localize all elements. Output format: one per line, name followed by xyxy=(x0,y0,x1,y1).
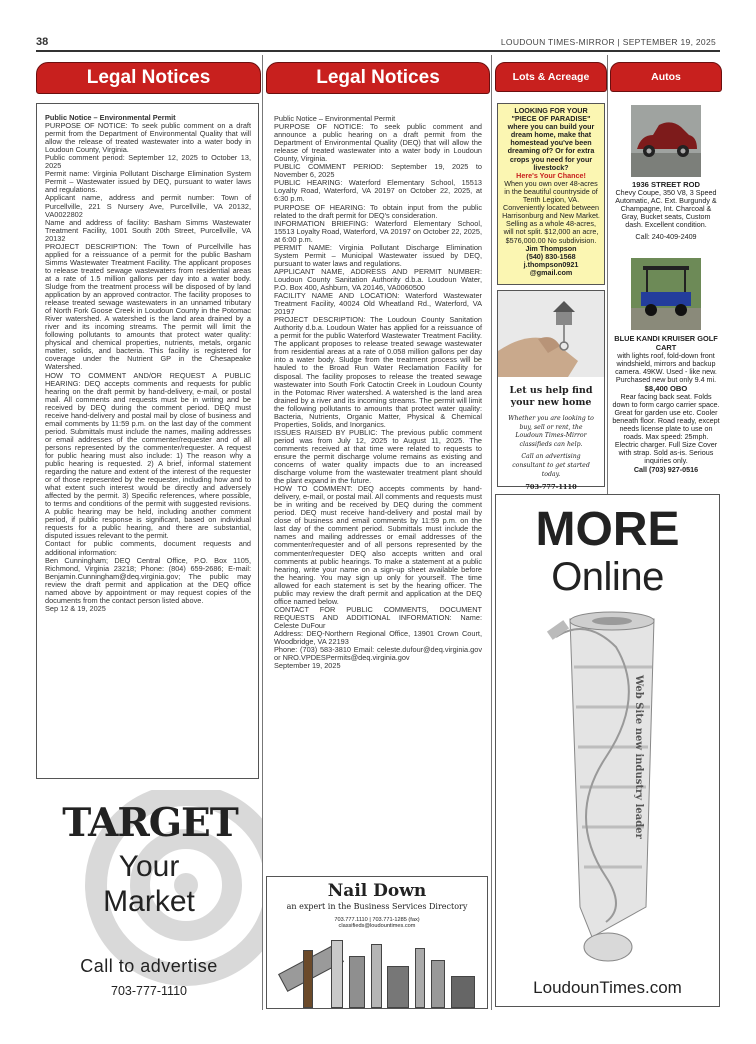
notice-date: September 19, 2025 xyxy=(274,661,341,671)
notice-paragraph: PUBLIC HEARING: Waterford Elementary School, 15513 Loyalty Road, Waterford, VA 20197 on October 22, 2025, at 6:30 p.m. xyxy=(274,178,482,204)
auto-ad-price: $8,400 OBO xyxy=(644,383,688,393)
auto-ad-body: Rear facing back seat. Folds down to form cargo carrier space. Great for garden use etc. Cooler beneath floor. Road ready, except needs license plate to use on roads. Max speed: 25mph. Electric charger. Full Size Cover with strap. Sold as-is. Serious inquiries only. xyxy=(612,391,720,466)
ad-line: Here's Your Chance! xyxy=(516,170,586,180)
pliers-icon xyxy=(349,956,365,1008)
notice-paragraph: Permit name: Virginia Pollutant Discharge Elimination System Permit – Wastewater issued by DEQ, pursuant to water laws and regulations. xyxy=(45,169,251,195)
section-header-legal-mid: Legal Notices xyxy=(266,62,490,94)
nail-down-title: Nail Down xyxy=(327,881,427,901)
notice-date: Sep 12 & 19, 2025 xyxy=(45,603,106,613)
newspaper-text: Web Site new industry leader xyxy=(633,675,644,839)
notice-paragraph: Public Notice – Environmental Permit xyxy=(274,114,396,123)
target-market: Market xyxy=(103,885,195,918)
online-word: Online xyxy=(551,555,664,599)
more-online-ad xyxy=(495,494,720,1007)
notice-title: Public Notice – Environmental Permit xyxy=(45,113,176,122)
auto-ad-title: BLUE KANDI KRUISER GOLF CART xyxy=(614,334,718,352)
column-divider xyxy=(607,55,608,495)
ad-line: LOOKING FOR YOUR "PIECE OF PARADISE" xyxy=(511,106,591,124)
ad-line: When you own over 48-acres in the beautiful countryside of Tenth Legion, VA. Conveniently located between Harrisonburg and New Market. Selling as a whole 48-acres, will not split. $12,000 an acre, $576,000.00 No subdivision. xyxy=(502,178,600,245)
more-word: MORE xyxy=(535,503,680,556)
nail-down-subtitle: an expert in the Business Services Directory xyxy=(286,902,468,911)
notice-paragraph: Address: DEQ-Northern Regional Office, 13901 Crown Court, Woodbridge, VA 22193 xyxy=(274,629,482,647)
more-online-url[interactable]: LoudounTimes.com xyxy=(533,978,682,997)
legal-notice-1 xyxy=(36,103,259,779)
notice-paragraph: PURPOSE OF NOTICE: To seek public comment on a draft permit from the Department of Environmental Quality that will allow the release of treated wastewater into a water body in Loudoun County, Virginia. xyxy=(45,121,251,155)
notice-paragraph: Contact for public comments, document requests and additional information: xyxy=(45,539,251,557)
section-header-autos: Autos xyxy=(610,62,722,92)
help-ad-cta: Call an advertising consultant to get started today. xyxy=(512,453,590,478)
notice-paragraph: PURPOSE OF NOTICE: To seek public comment and announce a public hearing on a draft permit from the Department of Environmental Quality (DEQ) that will allow the release of treated wastewater into a water body in Loudoun County, Virginia. xyxy=(274,122,482,164)
auto-ad-body: Chevy Coupe, 350 V8, 3 Speed Automatic, AC. Ext. Burgundy & Champagne, Int. Charcoal & Gray, Bucket seats, Custom dash. Excellent condition. xyxy=(615,188,717,230)
wrench-icon xyxy=(371,944,382,1008)
rolled-newspaper-mouse-graphic xyxy=(496,607,719,967)
hand-house-key-image xyxy=(498,291,604,377)
screwdriver-icon xyxy=(331,940,343,1008)
hammer-handle-icon xyxy=(303,950,313,1008)
section-header-lots: Lots & Acreage xyxy=(495,62,607,92)
auto-ad-phone: Call: 240-409-2409 xyxy=(635,231,697,241)
notice-paragraph: Ben Cunningham; DEQ Central Office, P.O. Box 1105, Richmond, Virginia 23218; Phone: (804) 659-2686; E-mail: Benjamin.Cunningham@deq.virginia.gov; The public may review the draft permit and application at the DEQ office named above by appointment or may request copies of the documents from the contact person listed above. xyxy=(45,555,251,605)
notice-paragraph: Name and address of facility: Basham Simms Wastewater Treatment Facility, 1001 South 20th Street, Purcellville, VA 20132 xyxy=(45,217,251,243)
help-ad-body: Whether you are looking to buy, sell or rent, the Loudoun Times-Mirror classifieds can help. xyxy=(508,415,594,448)
target-your-market-ad xyxy=(36,790,262,1008)
lots-acreage-ad xyxy=(497,103,605,285)
notice-paragraph: PROJECT DESCRIPTION: The Loudoun County Sanitation Authority d.b.a. Loudoun Water has applied for a reissuance of a permit for the public Waterford Wastewater Treatment Facility. The applicant proposes to release treated sewage wastewater from residential areas at a rate of 0.058 million gallons per day into a water body. Sludge from the treatment process will be hauled to the Broad Run Water Reclamation Facility for disposal. The facility proposes to release the treated sewage wastewater into South Fork Catoctin Creek in Loudoun County in the Potomac River watershed. A watershed is the land area drained by a river and its incoming streams. The permit will limit the following pollutants to amounts that protect water quality: Bacteria, Nutrients, Organic Matter, Physical & Chemical Properties, Solids, and Inorganics. xyxy=(274,315,482,429)
drill-icon xyxy=(387,966,409,1008)
page-header: LOUDOUN TIMES-MIRROR | SEPTEMBER 19, 2025 xyxy=(500,37,716,47)
notice-paragraph: APPLICANT NAME, ADDRESS AND PERMIT NUMBER: Loudoun County Sanitation Authority d.b.a. Loudoun Water, P.O. Box 400, Ashburn, VA 20146, VA0060500 xyxy=(274,266,482,292)
notice-paragraph: FACILITY NAME AND LOCATION: Waterford Wastewater Treatment Facility, 40024 Old Wheatland Rd., Waterford, VA 20197 xyxy=(274,291,482,317)
notice-paragraph: Phone: (703) 583-3810 Email: celeste.dufour@deq.virginia.gov or NRO.VPDESPermits@deq.virginia.gov xyxy=(274,645,482,663)
target-word: TARGET xyxy=(62,800,238,846)
auto-ad-golf-cart xyxy=(612,258,720,484)
legal-notice-2 xyxy=(266,103,488,853)
section-header-legal-left: Legal Notices xyxy=(36,62,261,94)
street-rod-photo xyxy=(631,105,701,177)
saw-icon xyxy=(451,976,475,1008)
pliers-icon xyxy=(431,960,445,1008)
screwdriver-icon xyxy=(415,948,425,1008)
help-ad-title: Let us help find your new home xyxy=(509,385,593,408)
target-phone: 703-777-1110 xyxy=(111,984,187,998)
nail-down-ad xyxy=(266,876,488,1009)
notice-paragraph: Public comment period: September 12, 2025 to October 13, 2025 xyxy=(45,153,251,171)
notice-paragraph: Applicant name, address and permit number: Town of Purcellville, 221 S Nursery Ave, Purcellville, VA 20132, VA0022802 xyxy=(45,193,251,219)
nail-down-phones: 703.777.1110 | 703.771-1285 (fax) xyxy=(334,917,420,923)
notice-paragraph: PUBLIC COMMENT PERIOD: September 19, 2025 to November 6, 2025 xyxy=(274,162,482,180)
notice-paragraph: ISSUES RAISED BY PUBLIC: The previous public comment period was from July 12, 2025 to August 11, 2025. The comments received at that time were related to requests to ensure the permit discharge volume remains as existing and concerns of water quality impacts due to an increased discharge volume from the wastewater treatment plant should the plant expand in the future. xyxy=(274,427,482,486)
notice-paragraph: HOW TO COMMENT AND/OR REQUEST A PUBLIC HEARING: DEQ accepts comments and requests for public hearing on the draft permit by hand-delivery, e-mail, or postal mail. All comments and requests must be in writing and be received by DEQ during the comment period. DEQ must receive hand-delivery and postal mail by close of business and email comments by 11:59 p.m. on the last day of the comment period. Submittals must include the names, mailing addresses or email addresses of the commenter/requester and of all persons represented by the commenter/requester. A request for public hearing must also include: 1) The reason why a public hearing is requested. 2) A brief, informal statement regarding the nature and extent of the interest of the requester or of those represented by the requester, including how and to what extent such interest would be directly and adversely affected by the permit. 3) Specific references, where possible, to terms and conditions of the permit with suggested revisions. A public hearing may be held, including another comment period, if public response is significant, based on individual requests for a public hearing, and there are substantial, disputed issues relevant to the permit. xyxy=(45,370,251,541)
home-help-ad xyxy=(497,290,605,492)
notice-paragraph: PURPOSE OF HEARING: To obtain input from the public related to the draft permit for DEQ's consideration. xyxy=(274,202,482,220)
auto-ad-body: with lights roof, fold-down front windshield, mirrors and backup camera. 49KW. Used - like new. Purchased new but only 9.4 mi. xyxy=(615,351,717,385)
auto-ad-street-rod xyxy=(612,103,720,253)
golf-cart-photo xyxy=(631,258,701,330)
target-cta: Call to advertise xyxy=(80,956,218,976)
ad-email: j.thompson0921 @gmail.com xyxy=(523,259,579,277)
nail-down-email: classifieds@loudountimes.com xyxy=(338,923,416,929)
page-number: 38 xyxy=(36,36,49,48)
ad-line: where you can build your dream home, make that homestead you've been dreaming of? Or for extra crops you need for your livestock? xyxy=(507,122,595,172)
notice-paragraph: HOW TO COMMENT: DEQ accepts comments by hand-delivery, e-mail, or postal mail. All comments and requests must be in writing and be received by DEQ during the comment period. DEQ must receive hand-delivery and postal mail by close of business and email comments by 11:59 p.m. on the last day of the comment period. Submittals must include the names and mailing addresses or email addresses of the commenter/requester and of all persons represented by the commenter/requester DEQ also accepts written and oral comments at public hearings. To make a statement at a public hearing, write your name on a sign-up sheet available before the hearing. You may sign up only for yourself. The time allowed for each statement is set by the hearing officer. The public may review the draft permit and application at the DEQ office named below. xyxy=(274,484,482,606)
ad-phone: (540) 830-1568 xyxy=(526,251,576,261)
notice-paragraph: CONTACT FOR PUBLIC COMMENTS, DOCUMENT REQUESTS AND ADDITIONAL INFORMATION: Name: Celeste DuFour xyxy=(274,604,482,630)
target-your: Your xyxy=(118,850,180,883)
tools-illustration xyxy=(275,934,479,1008)
auto-ad-phone: Call (703) 927-0516 xyxy=(633,464,699,474)
header-rule xyxy=(36,50,720,52)
help-ad-phone: 703-777-1110 xyxy=(525,483,577,492)
notice-paragraph: INFORMATION BRIEFING: Waterford Elementary School, 15513 Loyalty Road, Waterford, VA 20197 on October 22, 2025, at 6:00 p.m. xyxy=(274,218,482,244)
notice-paragraph: PROJECT DESCRIPTION: The Town of Purcellville has applied for a reissuance of a permit for the public Basham Simms Wastewater Treatment Facility. The applicant proposes to release treated sewage wastewaters from residential areas at a rate of 1.5 million gallons per day into a water body. Sludge from the treatment process will be disposed of by land application by an approved contractor. The facility proposes to release treated sewage wastewaters in an unnamed tributary of North Fork Goose Creek in Loudoun County in the Potomac River watershed. A watershed is the land area drained by a river and its incoming streams. The permit will limit the following pollutants to amounts that protect water quality: physical and chemical properties, nutrients, metals, organic matter, solids, and bacteria. This facility is registered for coverage under the Nutrient GP in the Chesapeake Watershed. xyxy=(45,241,251,372)
auto-ad-title: 1936 STREET ROD xyxy=(632,180,700,189)
column-divider xyxy=(262,55,263,1010)
ad-contact-name: Jim Thompson xyxy=(525,243,577,253)
column-divider xyxy=(491,55,492,1010)
notice-paragraph: PERMIT NAME: Virginia Pollutant Discharge Elimination System Permit – Municipal Wastewater issued by DEQ, pursuant to water laws and regulations. xyxy=(274,242,482,268)
